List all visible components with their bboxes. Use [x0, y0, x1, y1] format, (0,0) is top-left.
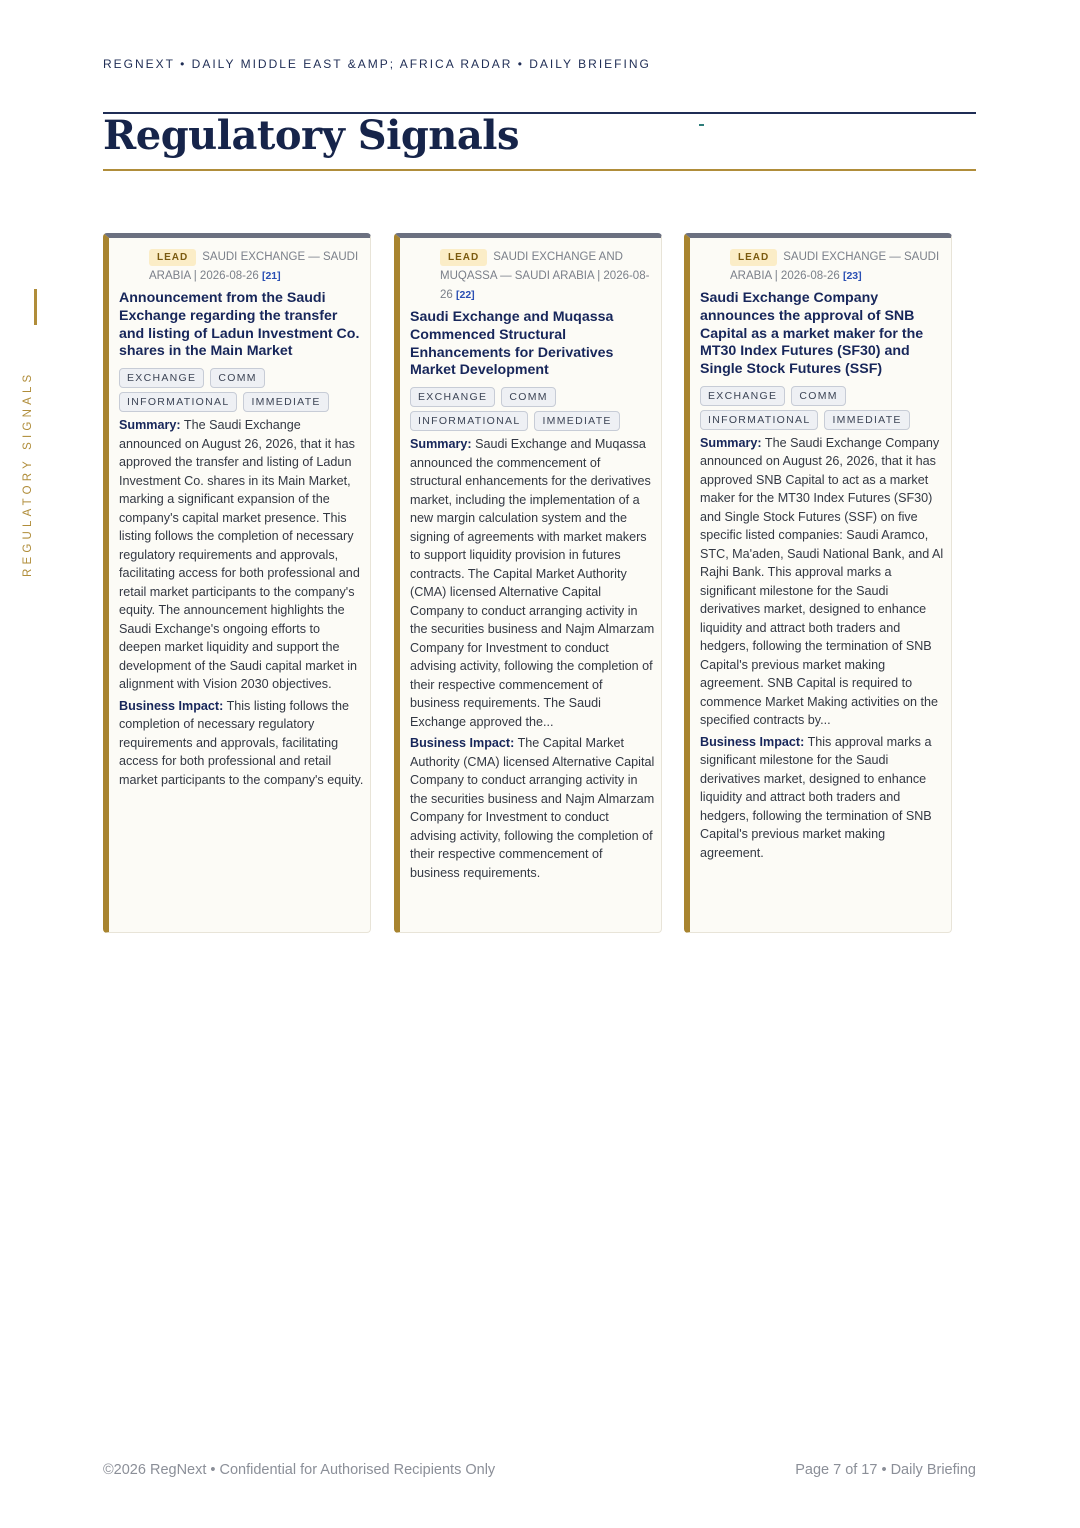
- card-summary: [119, 416, 364, 694]
- impact-text: This listing follows the completion of necessary regulatory requirements and approvals, facilitating access for both professional and retail market participants to the company's equity.: [119, 698, 364, 787]
- running-head: REGNEXT • DAILY MIDDLE EAST &AMP; AFRICA RADAR • DAILY BRIEFING: [103, 57, 651, 71]
- tag: IMMEDIATE: [824, 410, 909, 430]
- signal-card: [394, 233, 662, 933]
- sidebar-section-label: [0, 347, 36, 577]
- card-meta: [119, 248, 364, 286]
- impact-label: Business Impact:: [700, 734, 805, 749]
- citation-link[interactable]: [23]: [842, 270, 862, 282]
- tag: EXCHANGE: [410, 387, 495, 407]
- header-rule-bottom: [103, 169, 976, 171]
- card-title: Saudi Exchange Company announces the approval of SNB Capital as a market maker for the MT30 Index Futures (SF30) and Single Stock Futures (SSF): [700, 290, 924, 378]
- impact-label: Business Impact:: [410, 736, 515, 751]
- card-impact: [410, 734, 655, 882]
- summary-text: Saudi Exchange and Muqassa announced the commencement of structural enhancements for the derivatives market, including the implementation of a new margin calculation system and the signing of agreements with market makers to support liquidity provision in futures contracts. The Capital Market Authority (CMA) licensed Alternative Capital Company to conduct arranging activity in the securities business and Najm Almarzam Company for Investment to conduct advising activity, following the completion of their respective commencement of business requirements. The Saudi Exchange approved the...: [410, 437, 655, 729]
- card-impact: [119, 697, 364, 790]
- signal-card: [684, 233, 952, 933]
- impact-text: This approval marks a significant milestone for the Saudi derivatives market, designed to enhance liquidity and attract both traders and hedgers, following the termination of SNB Capital's previous market making agreement.: [700, 734, 932, 860]
- card-title: Saudi Exchange and Muqassa Commenced Structural Enhancements for Derivatives Market Development: [410, 309, 614, 379]
- tag: INFORMATIONAL: [410, 411, 528, 431]
- tag: IMMEDIATE: [243, 392, 328, 412]
- tag: COMM: [501, 387, 555, 407]
- tag-list: [700, 383, 945, 431]
- lead-badge: LEAD: [440, 249, 487, 266]
- summary-label: Summary:: [410, 437, 472, 452]
- card-impact: [700, 733, 945, 863]
- sidebar-section-label-text: REGULATORY SIGNALS: [22, 370, 34, 577]
- lead-badge: LEAD: [149, 249, 196, 266]
- summary-text: The Saudi Exchange announced on August 26, 2026, that it has approved the transfer and listing of Ladun Investment Co. shares in its Main Market, marking a significant expansion of the company's capital market presence. This listing follows the completion of necessary regulatory requirements and approvals, facilitating access for both professional and retail market participants to the company's equity. The announcement highlights the Saudi Exchange's ongoing efforts to deepen market liquidity and support the development of the Saudi capital market in alignment with Vision 2030 objectives.: [119, 418, 360, 692]
- tag: EXCHANGE: [119, 368, 204, 388]
- citation-link[interactable]: [21]: [261, 270, 281, 282]
- summary-text: The Saudi Exchange Company announced on August 26, 2026, that it has approved SNB Capital to act as a market maker for the MT30 Index Futures (SF30) and Single Stock Futures (SSF) on five specific listed companies: Saudi Aramco, STC, Ma'aden, Saudi National Bank, and Al Rajhi Bank. This approval marks a significant milestone for the Saudi derivatives market, designed to enhance liquidity and attract both traders and hedgers, following the termination of SNB Capital's previous market making agreement. SNB Capital is required to commence Market Making activities on the specified contracts by...: [700, 435, 944, 728]
- card-meta: [700, 248, 945, 286]
- card-source: SAUDI EXCHANGE AND MUQASSA — SAUDI ARABIA | 2026-08-26: [440, 251, 650, 301]
- summary-label: Summary:: [700, 435, 762, 450]
- tag: IMMEDIATE: [534, 411, 619, 431]
- tag: COMM: [791, 386, 845, 406]
- card-meta: [410, 248, 655, 305]
- signal-card: [103, 233, 371, 933]
- card-summary: [410, 435, 655, 731]
- impact-label: Business Impact:: [119, 698, 224, 713]
- tag: COMM: [210, 368, 264, 388]
- summary-label: Summary:: [119, 418, 181, 433]
- tag-list: [119, 365, 364, 413]
- footer-page-number: Page 7 of 17 • Daily Briefing: [795, 1462, 976, 1478]
- card-summary: [700, 434, 945, 730]
- footer-copyright: ©2026 RegNext • Confidential for Authorised Recipients Only: [103, 1462, 496, 1478]
- citation-link[interactable]: [22]: [456, 289, 475, 301]
- sidebar-accent-bar: [34, 289, 37, 325]
- card-source: SAUDI EXCHANGE — SAUDI ARABIA | 2026-08-26: [730, 251, 940, 282]
- lead-badge: LEAD: [730, 249, 777, 266]
- tag: EXCHANGE: [700, 386, 785, 406]
- tag: INFORMATIONAL: [700, 410, 818, 430]
- page-title: Regulatory Signals: [103, 112, 520, 159]
- card-source: SAUDI EXCHANGE — SAUDI ARABIA | 2026-08-26: [149, 251, 359, 282]
- tag: INFORMATIONAL: [119, 392, 237, 412]
- impact-text: The Capital Market Authority (CMA) licensed Alternative Capital Company to conduct arranging activity in the securities business and Najm Almarzam Company for Investment to conduct advising activity, following the completion of their respective commencement of business requirements.: [410, 736, 655, 880]
- tag-list: [410, 384, 655, 432]
- card-title: Announcement from the Saudi Exchange regarding the transfer and listing of Ladun Investment Co. shares in the Main Market: [119, 290, 360, 360]
- header-rule-tick: [699, 124, 704, 126]
